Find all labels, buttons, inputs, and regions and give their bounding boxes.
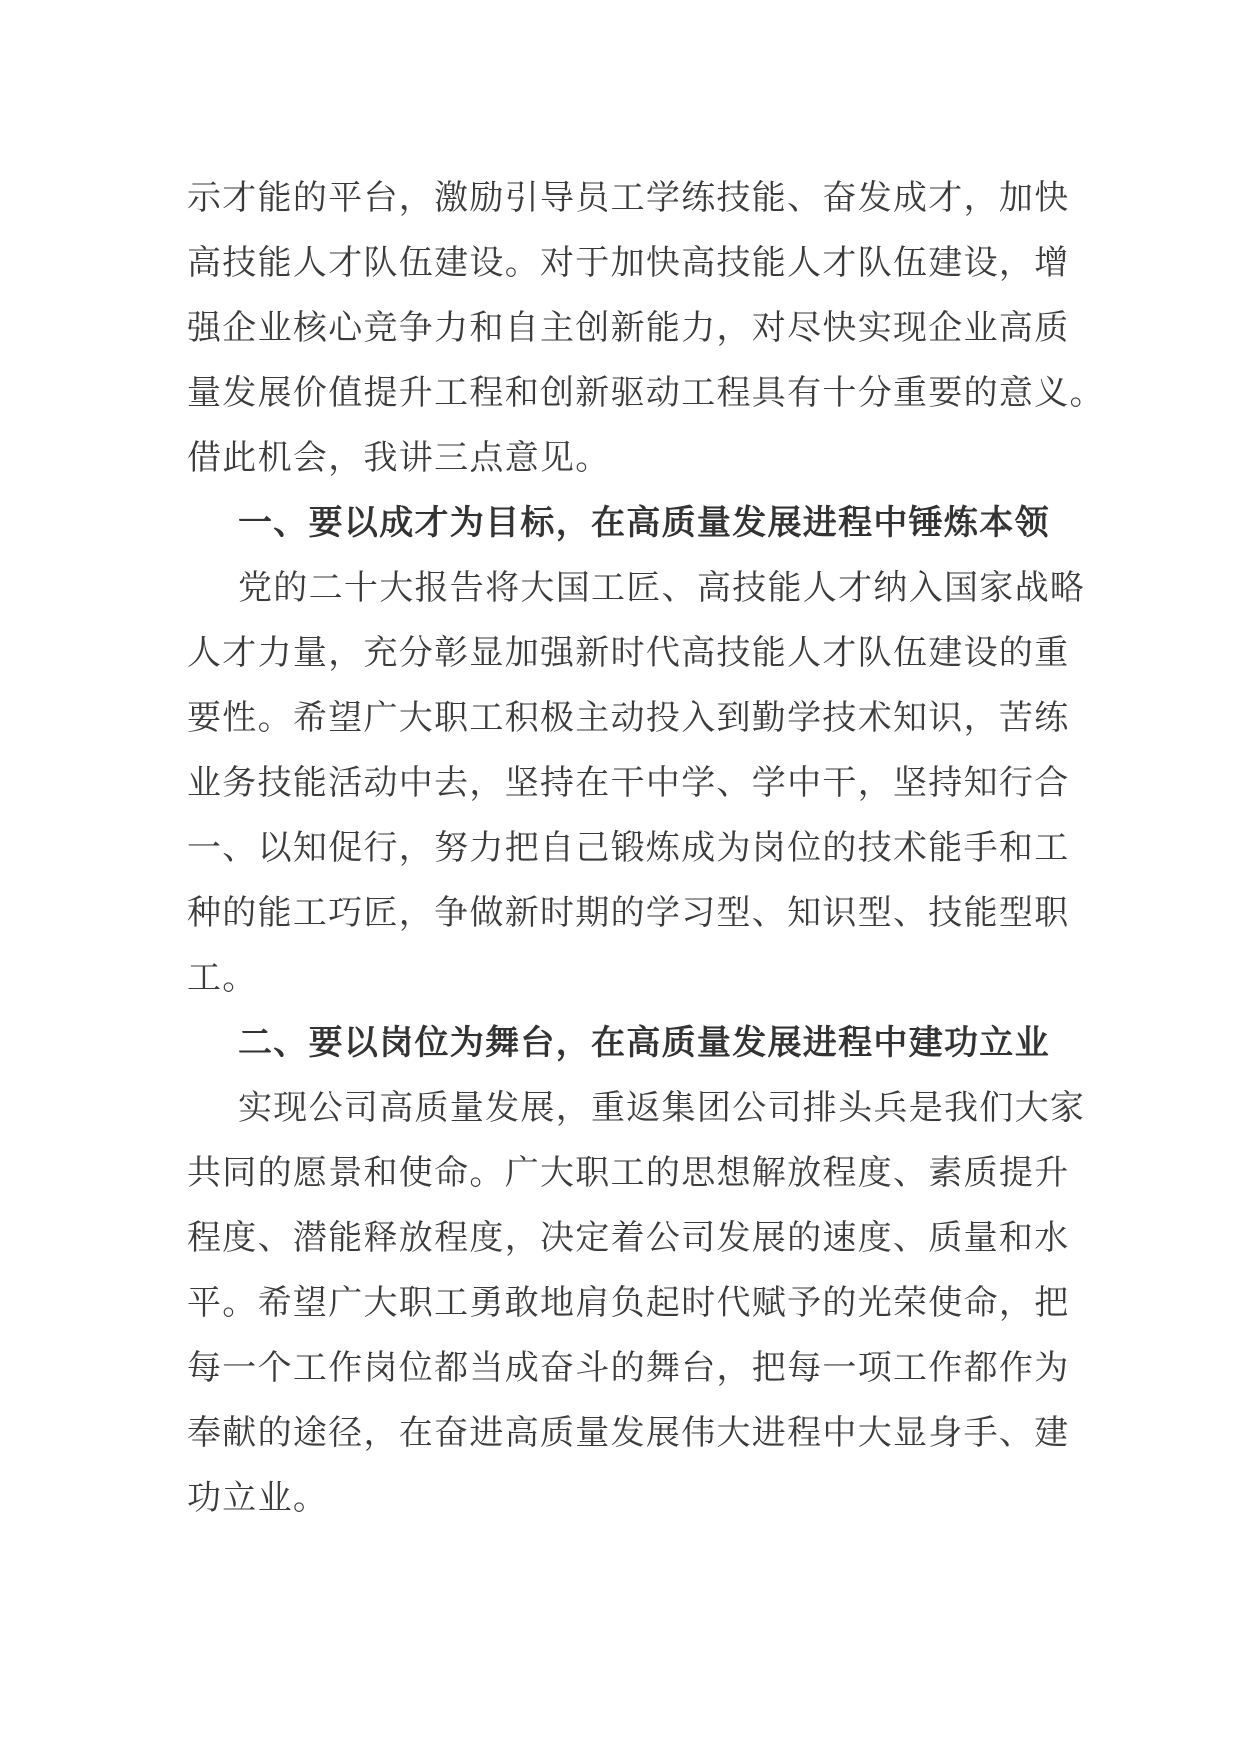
paragraph-line: 程度、潜能释放程度，决定着公司发展的速度、质量和水 — [187, 1218, 1070, 1258]
section-1-heading: 一、要以成才为目标，在高质量发展进程中锤炼本领 — [238, 503, 1050, 543]
intro-paragraph — [187, 166, 1105, 491]
paragraph-line: 量发展价值提升工程和创新驱动工程具有十分重要的意义。 — [187, 373, 1105, 413]
paragraph-line: 业务技能活动中去，坚持在干中学、学中干，坚持知行合 — [187, 763, 1070, 803]
document-page — [187, 166, 1105, 1531]
paragraph-line: 党的二十大报告将大国工匠、高技能人才纳入国家战略 — [238, 568, 1086, 608]
paragraph-line: 示才能的平台，激励引导员工学练技能、奋发成才，加快 — [187, 178, 1070, 218]
paragraph-line: 一、以知促行，努力把自己锻炼成为岗位的技术能手和工 — [187, 828, 1070, 868]
section-1-paragraph — [187, 556, 1086, 1011]
section-2-paragraph — [187, 1076, 1086, 1531]
paragraph-line: 实现公司高质量发展，重返集团公司排头兵是我们大家 — [238, 1088, 1086, 1128]
paragraph-line: 高技能人才队伍建设。对于加快高技能人才队伍建设，增 — [187, 243, 1070, 283]
paragraph-line: 每一个工作岗位都当成奋斗的舞台，把每一项工作都作为 — [187, 1348, 1070, 1388]
paragraph-line: 强企业核心竞争力和自主创新能力，对尽快实现企业高质 — [187, 308, 1070, 348]
paragraph-line: 奉献的途径，在奋进高质量发展伟大进程中大显身手、建 — [187, 1413, 1070, 1453]
paragraph-line: 平。希望广大职工勇敢地肩负起时代赋予的光荣使命，把 — [187, 1283, 1070, 1323]
paragraph-line: 人才力量，充分彰显加强新时代高技能人才队伍建设的重 — [187, 633, 1070, 673]
paragraph-line: 借此机会，我讲三点意见。 — [187, 438, 611, 478]
paragraph-line: 工。 — [187, 958, 258, 998]
paragraph-line: 功立业。 — [187, 1478, 329, 1518]
paragraph-line: 共同的愿景和使命。广大职工的思想解放程度、素质提升 — [187, 1153, 1070, 1193]
section-2-heading: 二、要以岗位为舞台，在高质量发展进程中建功立业 — [238, 1023, 1050, 1063]
paragraph-line: 种的能工巧匠，争做新时期的学习型、知识型、技能型职 — [187, 893, 1070, 933]
paragraph-line: 要性。希望广大职工积极主动投入到勤学技术知识，苦练 — [187, 698, 1070, 738]
